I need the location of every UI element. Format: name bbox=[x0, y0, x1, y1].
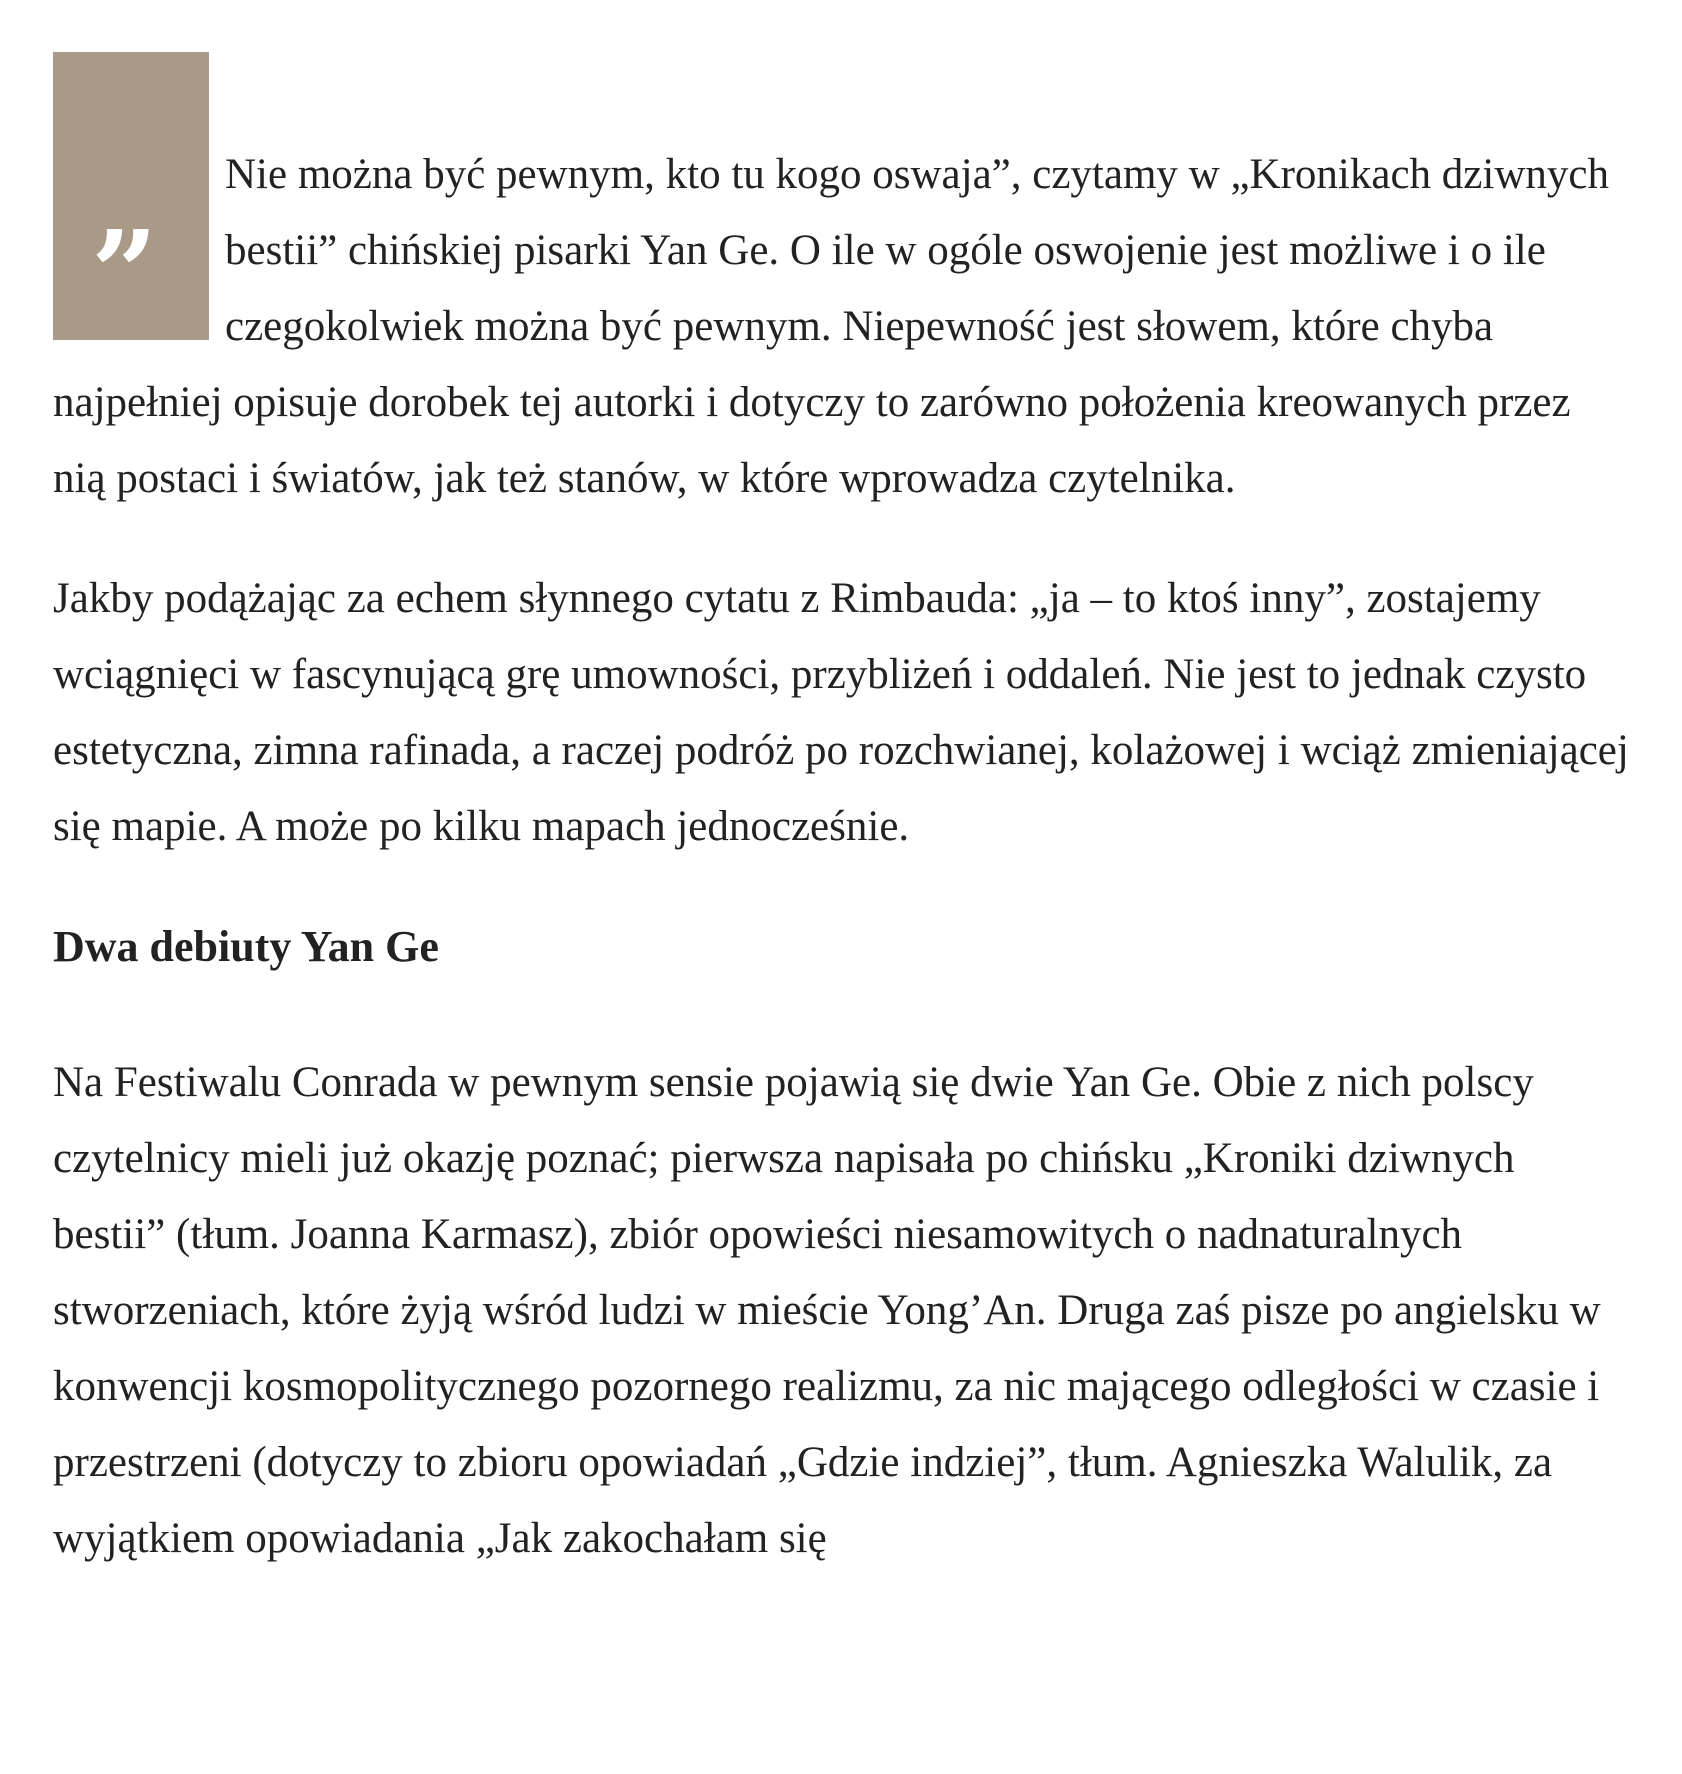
section-heading: Dwa debiuty Yan Ge bbox=[53, 922, 439, 971]
pull-quote-box bbox=[53, 52, 209, 340]
article-body bbox=[53, 52, 1633, 1577]
paragraph-festival: Na Festiwalu Conrada w pewnym sensie pojawią się dwie Yan Ge. Obie z nich polscy czytelnicy mieli już okazję poznać; pierwsza napisała po chińsku „Kroniki dziwnych bestii” (tłum. Joanna Karmasz), zbiór opowieści niesamowitych o nadnaturalnych stworzeniach, które żyją wśród ludzi w mieście Yong’An. Druga zaś pisze po angielsku w konwencji kosmopolitycznego pozornego realizmu, za nic mającego odległości w czasie i przestrzeni (dotyczy to zbioru opowiadań „Gdzie indziej”, tłum. Agnieszka Walulik, za wyjątkiem opowiadania „Jak zakochałam się bbox=[53, 1059, 1601, 1562]
closing-quote-icon: ” bbox=[91, 206, 158, 342]
paragraph-rimbaud: Jakby podążając za echem słynnego cytatu z Rimbauda: „ja – to ktoś inny”, zostajemy wciągnięci w fascynującą grę umowności, przybliżeń i oddaleń. Nie jest to jednak czysto estetyczna, zimna rafinada, a raczej podróż po rozchwianej, kolażowej i wciąż zmieniającej się mapie. A może po kilku mapach jednocześnie. bbox=[53, 575, 1629, 850]
paragraph-intro: Nie można być pewnym, kto tu kogo oswaja”, czytamy w „Kronikach dziwnych bestii” chińskiej pisarki Yan Ge. O ile w ogóle oswojenie jest możliwe i o ile czegokolwiek można być pewnym. Niepewność jest słowem, które chyba najpełniej opisuje dorobek tej autorki i dotyczy to zarówno położenia kreowanych przez nią postaci i światów, jak też stanów, w które wprowadza czytelnika. bbox=[53, 151, 1609, 502]
